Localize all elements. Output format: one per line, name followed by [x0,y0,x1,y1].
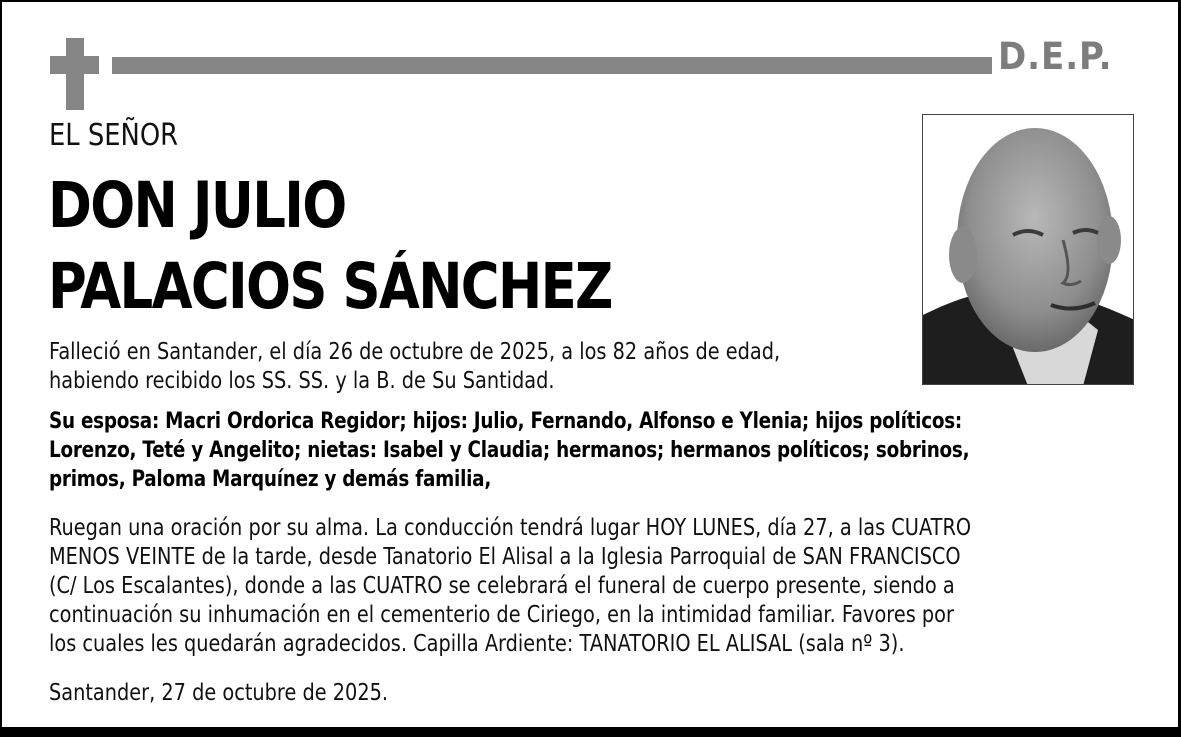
family-list [49,407,969,494]
service-line: los cuales les quedarán agradecidos. Capilla Ardiente: TANATORIO EL ALISAL (sala nº 3). [49,631,905,657]
portrait-image [923,115,1134,385]
family-line: primos, Paloma Marquínez y demás familia, [49,467,492,492]
portrait-photo [922,114,1134,385]
family-line: Lorenzo, Teté y Angelito; nietas: Isabel y Claudia; hermanos; hermanos políticos; sobrinos, [49,438,970,463]
service-line: (C/ Los Escalantes), donde a las CUATRO se celebrará el funeral de cuerpo presente, siendo a [49,573,955,599]
family-line: Su esposa: Macri Ordorica Regidor; hijos: Julio, Fernando, Alfonso e Ylenia; hijos políticos: [49,409,962,434]
service-line: continuación su inhumación en el cementerio de Ciriego, en la intimidad familiar. Favores por [49,602,954,628]
honorific: EL SEÑOR [49,118,179,153]
cross-icon [66,38,84,110]
deceased-name-line2: PALACIOS SÁNCHEZ [48,250,612,323]
death-notice-line: Falleció en Santander, el día 26 de octubre de 2025, a los 82 años de edad, [49,339,781,365]
death-notice [49,338,780,396]
service-line: MENOS VEINTE de la tarde, desde Tanatorio El Alisal a la Iglesia Parroquial de SAN FRANCISCO [49,544,961,570]
place-date: Santander, 27 de octubre de 2025. [49,680,389,706]
cross-icon-arm [50,56,99,74]
service-details [49,514,971,659]
deceased-name-line1: DON JULIO [48,169,346,242]
service-line: Ruegan una oración por su alma. La conducción tendrá lugar HOY LUNES, día 27, a las CUATRO [49,515,972,541]
dep-badge: D.E.P. [998,35,1113,78]
header-rule [112,57,992,74]
death-notice-line: habiendo recibido los SS. SS. y la B. de Su Santidad. [49,368,555,394]
